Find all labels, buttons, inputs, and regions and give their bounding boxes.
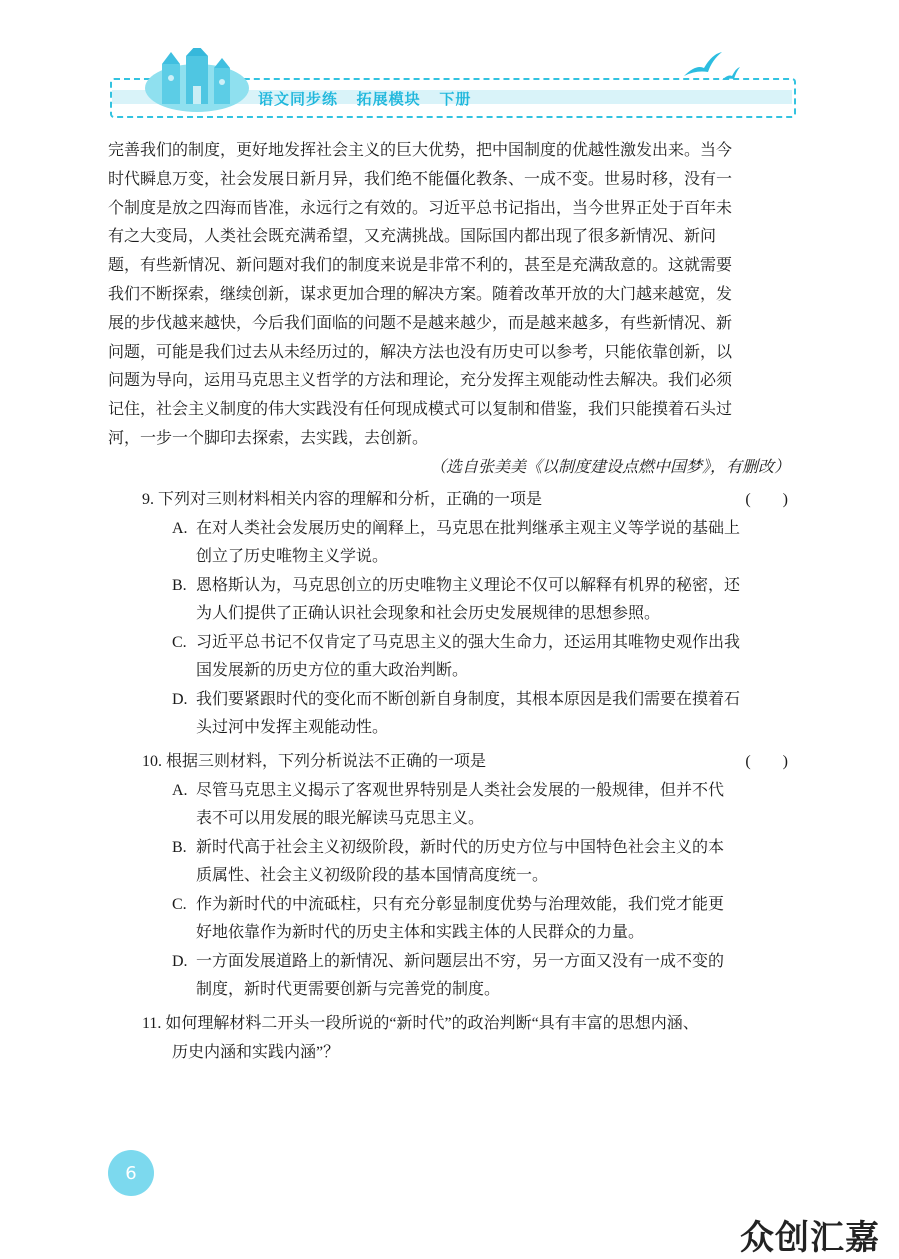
option-b-cont: 质属性、社会主义初级阶段的基本国情高度统一。 — [196, 867, 549, 884]
option-list — [108, 515, 794, 743]
passage-line: 河，一步一个脚印去探索，去实践，去创新。 — [108, 427, 429, 447]
option-d-cont: 制度，新时代更需要创新与完善党的制度。 — [196, 981, 501, 998]
option-text: 作为新时代的中流砥柱，只有充分彰显制度优势与治理效能，我们党才能更 — [196, 895, 725, 913]
question-number: 10. — [142, 753, 162, 770]
header-title: 语文同步练 拓展模块 下册 — [258, 90, 472, 108]
option-text: 恩格斯认为，马克思创立的历史唯物主义理论不仅可以解释有机界的秘密，还 — [196, 576, 741, 594]
option-text: 一方面发展道路上的新情况、新问题层出不穷，另一方面又没有一成不变的 — [196, 952, 725, 970]
page-header — [0, 0, 899, 120]
option-d[interactable] — [172, 948, 794, 977]
question-9 — [108, 486, 794, 743]
passage-line: 完善我们的制度，更好地发挥社会主义的巨大优势，把中国制度的优越性激发出来。当今 — [108, 140, 733, 159]
question-text-cont: 历史内涵和实践内涵”？ — [172, 1043, 340, 1061]
option-label: D. — [172, 952, 188, 970]
option-c-cont: 好地依靠作为新时代的历史主体和实践主体的人民群众的力量。 — [196, 924, 645, 941]
question-text: 根据三则材料，下列分析说法不正确的一项是 — [166, 753, 487, 770]
option-b[interactable] — [172, 834, 794, 863]
passage-line: 时代瞬息万变，社会发展日新月异，我们绝不能僵化教条、一成不变。世易时移，没有一 — [108, 168, 733, 188]
answer-blank[interactable]: ( ) — [745, 491, 788, 508]
option-d[interactable] — [172, 686, 794, 715]
birds-icon — [682, 50, 742, 86]
passage-line: 记住，社会主义制度的伟大实践没有任何现成模式可以复制和借鉴，我们只能摸着石头过 — [108, 399, 733, 419]
option-text: 尽管马克思主义揭示了客观世界特别是人类社会发展的一般规律，但并不代 — [196, 781, 725, 799]
castle-illustration-icon — [142, 48, 252, 114]
watermark: 众创汇嘉 — [740, 1218, 880, 1258]
option-d-cont: 头过河中发挥主观能动性。 — [196, 719, 389, 736]
passage-line: 我们不断探索，继续创新，谋求更加合理的解决方案。随着改革开放的大门越来越宽，发 — [108, 283, 733, 303]
passage-line: 问题，可能是我们过去从未经历过的，解决方法也没有历史可以参考，只能依靠创新，以 — [108, 341, 733, 361]
question-text: 如何理解材料二开头一段所说的“新时代”的政治判断“具有丰富的思想内涵、 — [165, 1015, 699, 1032]
question-10 — [108, 748, 794, 1005]
option-c[interactable] — [172, 891, 794, 920]
question-text: 下列对三则材料相关内容的理解和分析，正确的一项是 — [158, 491, 543, 508]
option-b[interactable] — [172, 572, 794, 601]
option-label: C. — [172, 895, 187, 913]
option-label: A. — [172, 781, 188, 799]
option-a[interactable] — [172, 777, 794, 806]
option-list — [108, 777, 794, 1005]
page-number-badge: 6 — [108, 1150, 154, 1196]
passage-line: 问题为导向，运用马克思主义哲学的方法和理论，充分发挥主观能动性去解决。我们必须 — [108, 370, 733, 390]
passage-line: 题，有些新情况、新问题对我们的制度来说是非常不利的，甚至是充满敌意的。这就需要 — [108, 255, 733, 275]
option-label: C. — [172, 633, 187, 651]
option-text: 我们要紧跟时代的变化而不断创新自身制度，其根本原因是我们需要在摸着石 — [196, 690, 741, 708]
question-11 — [108, 1010, 794, 1067]
option-text: 习近平总书记不仅肯定了马克思主义的强大生命力，还运用其唯物史观作出我 — [196, 633, 741, 651]
passage-line: 个制度是放之四海而皆准，永远行之有效的。习近平总书记指出，当今世界正处于百年未 — [108, 197, 733, 217]
option-a-cont: 创立了历史唯物主义学说。 — [196, 548, 389, 565]
option-b-cont: 为人们提供了正确认识社会现象和社会历史发展规律的思想参照。 — [196, 605, 661, 622]
question-stem — [108, 486, 794, 515]
option-label: D. — [172, 690, 188, 708]
passage-line: 展的步伐越来越快，今后我们面临的问题不是越来越少，而是越来越多，有些新情况、新 — [108, 312, 733, 332]
question-number: 9. — [142, 491, 154, 508]
question-stem — [108, 748, 794, 777]
option-c[interactable] — [172, 629, 794, 658]
option-c-cont: 国发展新的历史方位的重大政治判断。 — [196, 662, 469, 679]
passage-source: （选自张美美《以制度建设点燃中国梦》，有删改） — [429, 456, 790, 476]
passage — [108, 136, 794, 482]
question-number: 11. — [142, 1015, 162, 1032]
question-stem — [108, 1010, 794, 1039]
option-text: 在对人类社会发展历史的阐释上，马克思在批判继承主观主义等学说的基础上 — [196, 519, 741, 537]
option-label: B. — [172, 838, 187, 856]
option-label: B. — [172, 576, 187, 594]
answer-blank[interactable]: ( ) — [745, 753, 788, 770]
option-label: A. — [172, 519, 188, 537]
passage-line: 有之大变局，人类社会既充满希望，又充满挑战。国际国内都出现了很多新情况、新问 — [108, 226, 717, 246]
option-text: 新时代高于社会主义初级阶段，新时代的历史方位与中国特色社会主义的本 — [196, 838, 725, 856]
option-a[interactable] — [172, 515, 794, 544]
option-a-cont: 表不可以用发展的眼光解读马克思主义。 — [196, 810, 485, 827]
